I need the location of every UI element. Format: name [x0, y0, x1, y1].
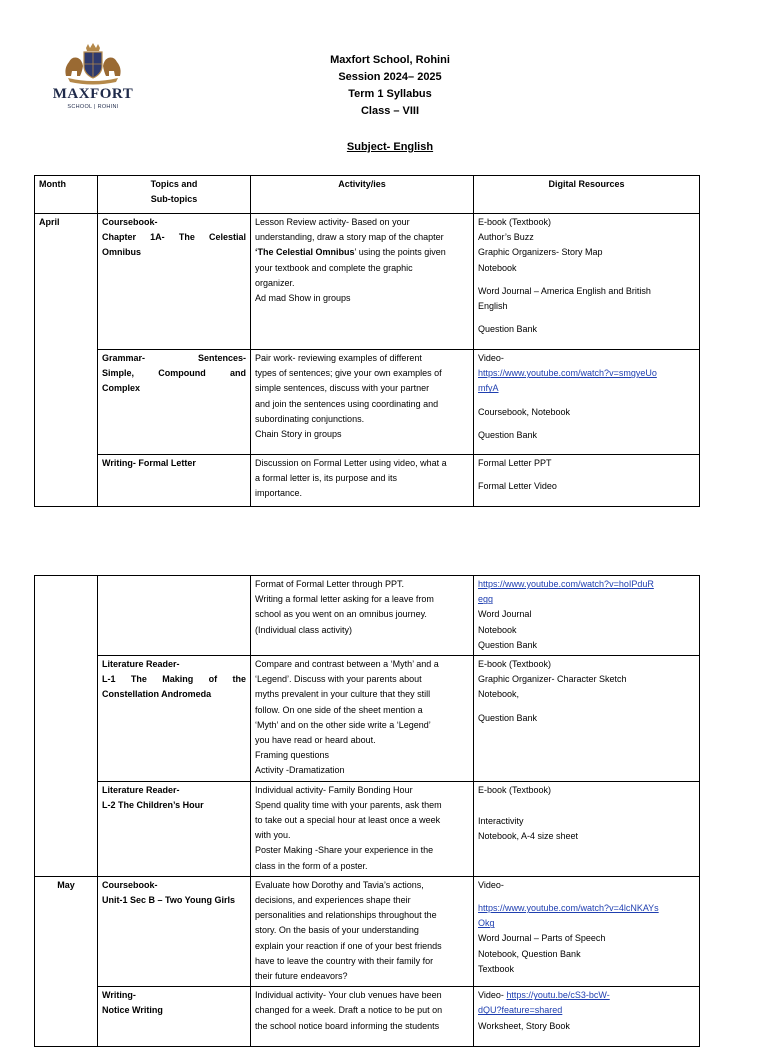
col-activity: Activity/ies	[251, 176, 474, 214]
video-link[interactable]: Okg	[478, 918, 495, 929]
resource-item: Interactivity	[478, 815, 524, 826]
syllabus-table-page2	[34, 575, 700, 1047]
topic-line: Simple, Compound and	[102, 368, 246, 379]
topic-line: Coursebook-	[102, 217, 158, 227]
topic-cell	[98, 987, 251, 1047]
activity-cell	[251, 576, 474, 656]
resource-item: Question Bank	[478, 639, 538, 650]
activity-line: Pair work- reviewing examples of different	[255, 353, 422, 363]
activity-line: Individual activity- Your club venues have been	[255, 990, 442, 1001]
video-link[interactable]: https://www.youtube.com/watch?v=hoIPduR	[478, 579, 654, 589]
video-link[interactable]: https://youtu.be/cS3-bcW-	[506, 990, 610, 1001]
resource-item: Word Journal – Parts of Speech	[478, 933, 606, 944]
table-row	[35, 350, 700, 455]
video-link[interactable]: https://www.youtube.com/watch?v=4lcNKAYs	[478, 903, 659, 914]
resource-item: Video-	[478, 353, 504, 363]
logo-wordmark: MAXFORT	[52, 86, 134, 102]
activity-cell	[251, 987, 474, 1047]
activity-line: (Individual class activity)	[255, 624, 353, 635]
topic-cell	[98, 876, 251, 986]
topic-line: L-1 The Making of the	[102, 674, 246, 685]
table-row	[35, 576, 700, 656]
topic-cell	[98, 350, 251, 455]
month-label: May	[57, 879, 75, 890]
resource-item: E-book (Textbook)	[478, 217, 552, 227]
topic-cell	[98, 214, 251, 350]
col-topics	[98, 176, 251, 214]
table-header-row	[35, 176, 700, 214]
activity-line: Framing questions	[255, 750, 330, 761]
subject-title: Subject- English	[346, 141, 434, 153]
resource-item: Question Bank	[478, 429, 538, 440]
topic-line: Writing-	[102, 990, 136, 1001]
activity-line: with you.	[255, 830, 291, 841]
activity-cell	[251, 781, 474, 876]
col-month: Month	[35, 176, 98, 214]
resource-item: Notebook, A-4 size sheet	[478, 831, 579, 842]
topic-line: Literature Reader-	[102, 784, 180, 795]
resources-cell	[474, 214, 700, 350]
video-link[interactable]: egg	[478, 594, 494, 605]
topic-cell	[98, 781, 251, 876]
activity-line: Evaluate how Dorothy and Tavia’s actions,	[255, 879, 424, 890]
activity-line: subordinating conjunctions.	[255, 413, 365, 424]
document-header	[300, 52, 480, 120]
activity-line: class in the form of a poster.	[255, 860, 368, 871]
activity-line: you have read or heard about.	[255, 735, 376, 746]
resource-item: Notebook	[478, 624, 517, 635]
resource-item: E-book (Textbook)	[478, 784, 552, 795]
topic-cell	[98, 656, 251, 782]
month-cell	[35, 876, 98, 1046]
resource-item: Word Journal – America English and British	[478, 285, 651, 296]
activity-line: Lesson Review activity- Based on your	[255, 217, 410, 227]
topic-cell	[98, 576, 251, 656]
activity-line	[255, 245, 469, 260]
table-row	[35, 781, 700, 876]
activity-line: Chain Story in groups	[255, 429, 342, 440]
activity-line: Format of Formal Letter through PPT.	[255, 579, 405, 589]
activity-cell	[251, 876, 474, 986]
topic-line: Notice Writing	[102, 1005, 163, 1016]
resources-cell	[474, 350, 700, 455]
resource-item: Formal Letter PPT	[478, 458, 552, 468]
resources-cell	[474, 781, 700, 876]
session: Session 2024– 2025	[338, 71, 442, 83]
activity-line: ‘Myth’ and on the other side write a ‘Legend’	[255, 719, 431, 730]
resource-item: Author’s Buzz	[478, 232, 534, 243]
table-row	[35, 987, 700, 1047]
table-row	[35, 455, 700, 507]
activity-line: types of sentences; give your own examples of	[255, 368, 442, 379]
activity-line: importance.	[255, 488, 303, 499]
resource-item: Question Bank	[478, 712, 538, 723]
term: Term 1 Syllabus	[348, 88, 432, 100]
activity-line: ‘Legend’. Discuss with your parents about	[255, 674, 422, 685]
resource-item: Formal Letter Video	[478, 481, 557, 492]
activity-line: Individual activity- Family Bonding Hour	[255, 784, 413, 795]
activity-line: simple sentences, discuss with your partner	[255, 383, 430, 394]
activity-line: organizer.	[255, 277, 295, 288]
resource-item: Question Bank	[478, 324, 538, 335]
topic-line: Constellation Andromeda	[102, 689, 212, 700]
activity-line: their future endeavors?	[255, 971, 348, 982]
resources-cell	[474, 455, 700, 507]
activity-cell	[251, 656, 474, 782]
month-cell	[35, 576, 98, 877]
video-link[interactable]: dQU?feature=shared	[478, 1005, 563, 1016]
resource-item: Graphic Organizers- Story Map	[478, 247, 603, 258]
resource-item: Notebook	[478, 262, 517, 273]
resource-item	[478, 988, 695, 1003]
activity-line: the school notice board informing the students	[255, 1020, 440, 1031]
resource-item: English	[478, 301, 508, 312]
topic-line: Unit-1 Sec B – Two Young Girls	[102, 895, 236, 906]
school-logo	[52, 42, 134, 116]
activity-line: Writing a formal letter asking for a leave from	[255, 594, 434, 605]
topic-line: L-2 The Children’s Hour	[102, 799, 204, 810]
class: Class – VIII	[360, 105, 420, 117]
topic-line: Complex	[102, 383, 141, 394]
topic-line: Coursebook-	[102, 879, 158, 890]
resource-item: Textbook	[478, 963, 515, 974]
resource-item: Notebook,	[478, 689, 520, 700]
activity-line: school as you went on an omnibus journey.	[255, 609, 427, 620]
resource-item: Word Journal	[478, 609, 532, 620]
activity-line: Activity -Dramatization	[255, 765, 345, 776]
activity-line: myths prevalent in your culture that they still	[255, 689, 431, 700]
activity-line: personalities and relationships throughout the	[255, 910, 437, 921]
table-row	[35, 214, 700, 350]
activity-line: to take out a special hour at least once a week	[255, 815, 441, 826]
activity-line: Discussion on Formal Letter using video, what a	[255, 458, 447, 468]
topic-cell: Writing- Formal Letter	[98, 455, 251, 507]
activity-cell	[251, 455, 474, 507]
resources-cell	[474, 576, 700, 656]
resource-item: Coursebook, Notebook	[478, 406, 571, 417]
chapter-title: The Celestial Omnibus	[257, 247, 355, 258]
activity-line: understanding, draw a story map of the chapter	[255, 232, 444, 243]
activity-line: decisions, and experiences shape their	[255, 895, 411, 906]
activity-line: Spend quality time with your parents, ask them	[255, 799, 442, 810]
resource-item: Graphic Organizer- Character Sketch	[478, 674, 627, 685]
activity-text: ’ using the points given	[354, 247, 446, 258]
video-link[interactable]: https://www.youtube.com/watch?v=smgyeUo	[478, 368, 657, 379]
activity-line: your textbook and complete the graphic	[255, 262, 413, 273]
topic-line: Omnibus	[102, 247, 142, 258]
quote-mark: ‘	[255, 247, 258, 258]
activity-line: story. On the basis of your understanding	[255, 925, 419, 936]
resource-item: Worksheet, Story Book	[478, 1020, 570, 1031]
activity-cell	[251, 350, 474, 455]
table-row	[35, 876, 700, 986]
month-cell: April	[35, 214, 98, 507]
resource-item: Video-	[478, 879, 504, 890]
resources-cell	[474, 656, 700, 782]
logo-subtitle: SCHOOL | ROHINI	[67, 104, 119, 110]
activity-line: follow. On one side of the sheet mention a	[255, 704, 423, 715]
activity-line: Poster Making -Share your experience in the	[255, 845, 434, 856]
col-resources: Digital Resources	[474, 176, 700, 214]
resources-cell	[474, 876, 700, 986]
activity-line: changed for a week. Draft a notice to be put on	[255, 1005, 443, 1016]
activity-line: Ad mad Show in groups	[255, 293, 351, 304]
video-link[interactable]: mfyA	[478, 383, 499, 394]
activity-line: explain your reaction if one of your best friends	[255, 940, 442, 951]
activity-line: have to leave the country with their family for	[255, 955, 434, 966]
resource-item: Notebook, Question Bank	[478, 948, 581, 959]
activity-line: and join the sentences using coordinating and	[255, 398, 439, 409]
activity-line: Compare and contrast between a ‘Myth’ and a	[255, 659, 439, 670]
col-topics-line2: Sub-topics	[150, 194, 198, 205]
activity-cell	[251, 214, 474, 350]
syllabus-table-page1	[34, 175, 700, 507]
col-topics-line1: Topics and	[150, 179, 198, 189]
resources-cell	[474, 987, 700, 1047]
video-label: Video-	[478, 990, 507, 1001]
school-name: Maxfort School, Rohini	[330, 54, 450, 66]
topic-line: Grammar- Sentences-	[102, 353, 246, 363]
resource-item: E-book (Textbook)	[478, 659, 552, 670]
topic-line: Chapter 1A- The Celestial	[102, 232, 246, 243]
topic-line: Literature Reader-	[102, 659, 180, 670]
table-row	[35, 656, 700, 782]
activity-line: a formal letter is, its purpose and its	[255, 473, 398, 484]
